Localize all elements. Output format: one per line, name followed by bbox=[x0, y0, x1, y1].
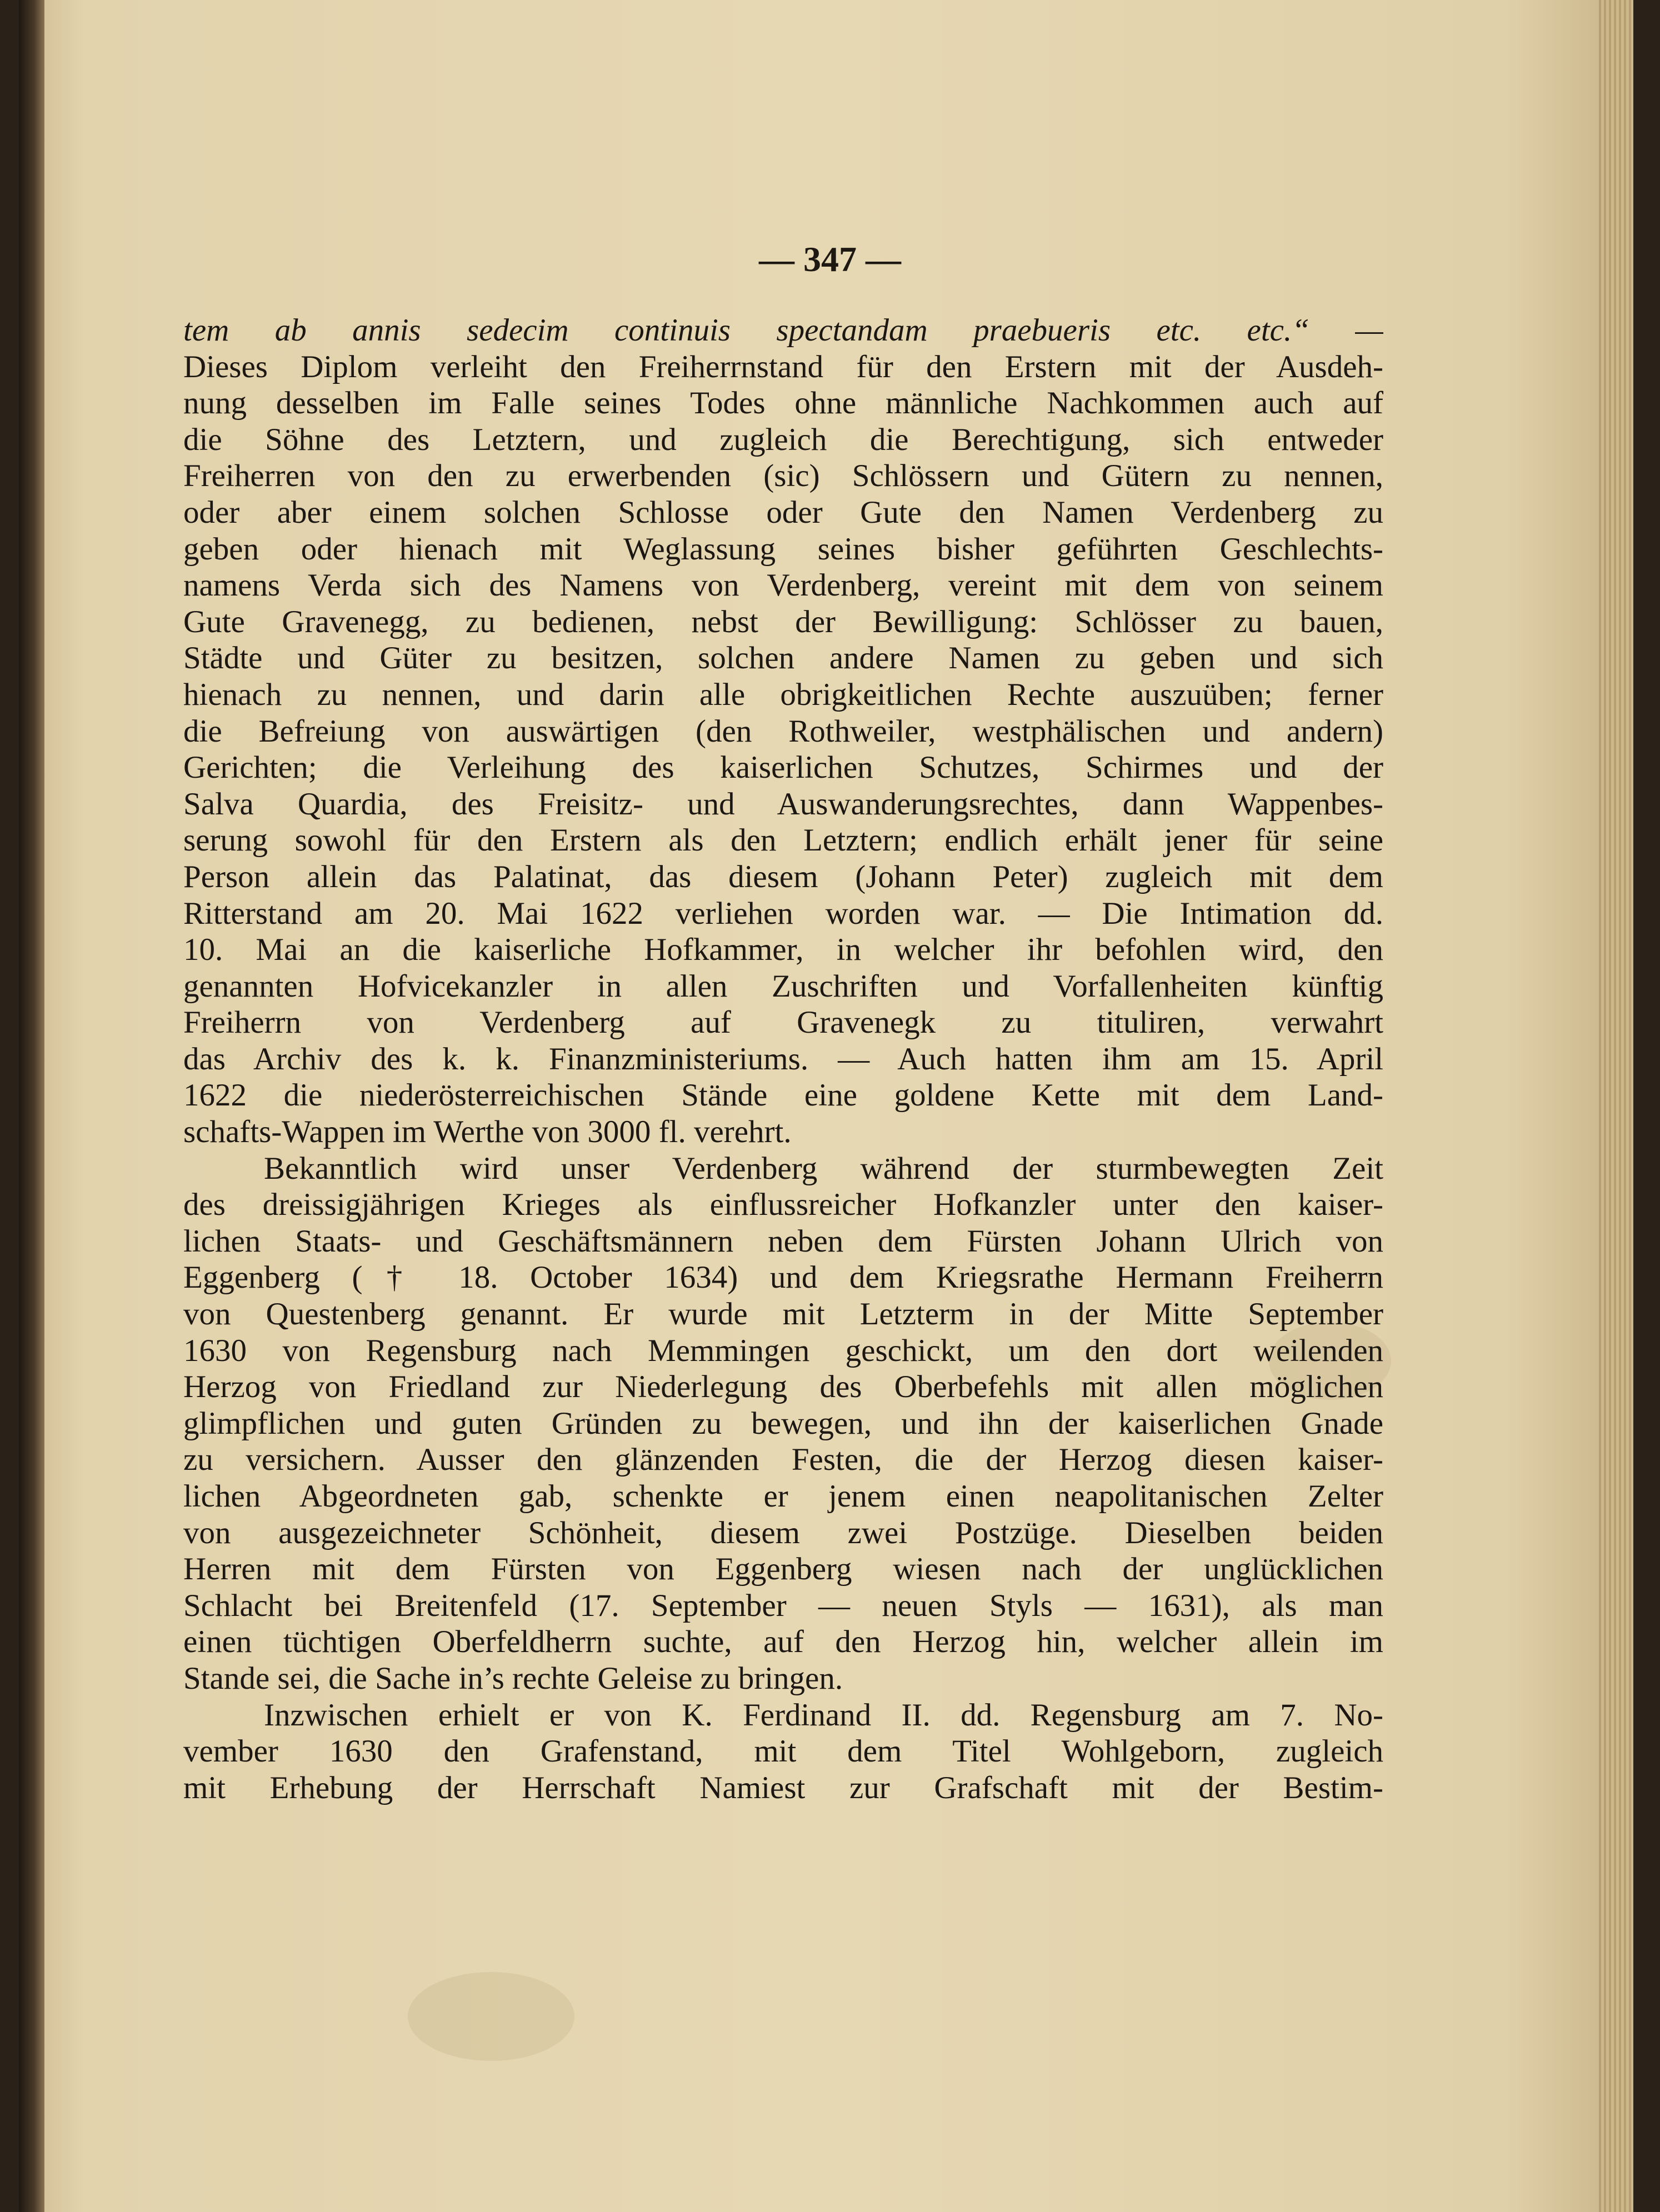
text-line: Eggenberg († 18. October 1634) und dem Kriegsrathe Hermann Freiherrn bbox=[183, 1260, 1383, 1295]
page-header bbox=[0, 239, 1660, 280]
text-line: die Söhne des Letztern, und zugleich die Berechtigung, sich entweder bbox=[183, 422, 1383, 457]
text-line: Stande sei, die Sache in’s rechte Geleise zu bringen. bbox=[183, 1660, 843, 1696]
text-line: Schlacht bei Breitenfeld (17. September — neuen Styls — 1631), als man bbox=[183, 1588, 1383, 1623]
text-line: glimpflichen und guten Gründen zu bewegen, und ihn der kaiserlichen Gnade bbox=[183, 1405, 1383, 1441]
text-line: Salva Quardia, des Freisitz- und Auswanderungsrechtes, dann Wappenbes- bbox=[183, 786, 1383, 822]
text-line: Dieses Diplom verleiht den Freiherrnstand für den Erstern mit der Ausdeh- bbox=[183, 349, 1383, 384]
text-line: von Questenberg genannt. Er wurde mit Letzterm in der Mitte September bbox=[183, 1297, 1383, 1332]
text-line: Freiherrn von Verdenberg auf Gravenegk zu tituliren, verwahrt bbox=[183, 1005, 1383, 1040]
text-line: Person allein das Palatinat, das diesem (Johann Peter) zugleich mit dem bbox=[183, 859, 1383, 894]
text-line: 1622 die niederösterreichischen Stände eine goldene Kette mit dem Land- bbox=[183, 1078, 1383, 1113]
text-line: schafts-Wappen im Werthe von 3000 fl. verehrt. bbox=[183, 1114, 792, 1150]
text-line: Herren mit dem Fürsten von Eggenberg wiesen nach der unglücklichen bbox=[183, 1552, 1383, 1587]
text-line: tem ab annis sedecim continuis spectandam praebueris etc. etc.“ — bbox=[183, 313, 1383, 348]
page-number: — 347 — bbox=[759, 239, 901, 279]
text-line: Städte und Güter zu besitzen, solchen andere Namen zu geben und sich bbox=[183, 640, 1383, 676]
text-line: Bekanntlich wird unser Verdenberg während der sturmbewegten Zeit bbox=[264, 1150, 1383, 1186]
text-line: zu versichern. Ausser den glänzenden Festen, die der Herzog diesen kaiser- bbox=[183, 1442, 1383, 1478]
text-line: oder aber einem solchen Schlosse oder Gute den Namen Verdenberg zu bbox=[183, 494, 1383, 530]
text-line: Freiherren von den zu erwerbenden (sic) Schlössern und Gütern zu nennen, bbox=[183, 458, 1383, 494]
text-line: serung sowohl für den Erstern als den Letztern; endlich erhält jener für seine bbox=[183, 823, 1383, 858]
text-line: 1630 von Regensburg nach Memmingen geschickt, um den dort weilenden bbox=[183, 1333, 1383, 1368]
text-line: Ritterstand am 20. Mai 1622 verliehen worden war. — Die Intimation dd. bbox=[183, 895, 1383, 931]
text-line: Gerichten; die Verleihung des kaiserlichen Schutzes, Schirmes und der bbox=[183, 750, 1383, 785]
page-edges bbox=[1599, 0, 1633, 2212]
text-line: das Archiv des k. k. Finanzministeriums. — Auch hatten ihm am 15. April bbox=[183, 1041, 1383, 1077]
text-line: 10. Mai an die kaiserliche Hofkammer, in welcher ihr befohlen wird, den bbox=[183, 932, 1383, 968]
text-line: lichen Staats- und Geschäftsmännern neben dem Fürsten Johann Ulrich von bbox=[183, 1223, 1383, 1259]
text-line: des dreissigjährigen Krieges als einflussreicher Hofkanzler unter den kaiser- bbox=[183, 1187, 1383, 1223]
text-line: einen tüchtigen Oberfeldherrn suchte, auf den Herzog hin, welcher allein im bbox=[183, 1624, 1383, 1660]
text-line: Gute Gravenegg, zu bedienen, nebst der Bewilligung: Schlösser zu bauen, bbox=[183, 604, 1383, 639]
text-line: von ausgezeichneter Schönheit, diesem zwei Postzüge. Dieselben beiden bbox=[183, 1515, 1383, 1550]
text-line: nung desselben im Falle seines Todes ohne männliche Nachkommen auch auf bbox=[183, 386, 1383, 421]
body-text bbox=[183, 312, 1383, 1806]
text-line: genannten Hofvicekanzler in allen Zuschriften und Vorfallenheiten künftig bbox=[183, 968, 1383, 1004]
text-line: Herzog von Friedland zur Niederlegung des Oberbefehls mit allen möglichen bbox=[183, 1369, 1383, 1405]
text-line: geben oder hienach mit Weglassung seines bisher geführten Geschlechts- bbox=[183, 531, 1383, 567]
paper-stain bbox=[408, 1972, 574, 2061]
text-line: hienach zu nennen, und darin alle obrigkeitlichen Rechte auszuüben; ferner bbox=[183, 677, 1383, 712]
text-line: namens Verda sich des Namens von Verdenberg, vereint mit dem von seinem bbox=[183, 568, 1383, 603]
text-line: mit Erhebung der Herrschaft Namiest zur Grafschaft mit der Bestim- bbox=[183, 1770, 1383, 1805]
text-line: vember 1630 den Grafenstand, mit dem Titel Wohlgeborn, zugleich bbox=[183, 1734, 1383, 1769]
book-binding-shadow bbox=[19, 0, 44, 2212]
text-line: die Befreiung von auswärtigen (den Rothweiler, westphälischen und andern) bbox=[183, 713, 1383, 749]
text-line: lichen Abgeordneten gab, schenkte er jenem einen neapolitanischen Zelter bbox=[183, 1479, 1383, 1514]
text-line: Inzwischen erhielt er von K. Ferdinand II. dd. Regensburg am 7. No- bbox=[264, 1697, 1383, 1733]
